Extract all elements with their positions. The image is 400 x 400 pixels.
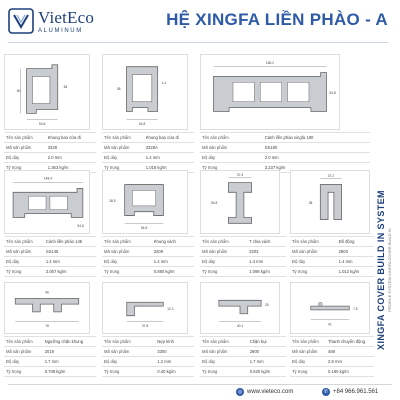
table-row: Tỷ trọng 1.363 kg/m <box>4 163 96 173</box>
profile-3300-svg <box>103 283 187 333</box>
table-row: Tên sản phẩm Ngưỡng chặn khung <box>4 337 96 347</box>
profile-3209-svg <box>103 171 187 233</box>
table-row: Tỷ trọng 0.180 kg/m <box>290 367 374 377</box>
table-row: Độ dày 2.5 mm <box>290 357 374 367</box>
profile-2903-svg <box>291 171 369 233</box>
profile-drawing <box>4 54 90 130</box>
dim-label: 46 <box>45 290 49 295</box>
table-row: Tỷ trọng 3.237 kg/m <box>200 163 370 173</box>
dim-label: 25 <box>265 303 269 308</box>
table-row: Tên sản phẩm Chặn bụi <box>200 337 286 347</box>
dim-label: 78 <box>45 324 49 329</box>
profile-ss180-svg <box>201 55 339 129</box>
profile-drawing <box>200 170 280 234</box>
side-caption-main: XINGFA COVER BUILD IN SYSTEM <box>376 190 386 350</box>
table-row: Tên sản phẩm Đố động <box>290 237 374 247</box>
spec-table <box>200 336 286 377</box>
table-row: Tỷ trọng 0.708 kg/m <box>4 367 96 377</box>
logo-mark-icon <box>8 8 34 34</box>
dim-label: 38 <box>308 200 313 205</box>
table-row: Tỷ trọng 0.880 kg/m <box>102 267 194 277</box>
spec-table <box>290 336 374 377</box>
header-divider <box>8 42 388 43</box>
spec-table <box>200 236 286 277</box>
page-title: HỆ XINGFA LIỀN PHÀO - A <box>166 10 388 29</box>
profile-drawing <box>200 54 340 130</box>
phone-icon: ✆ <box>323 389 329 395</box>
dim-label: 54.8 <box>210 200 218 205</box>
table-row: Mã sản phẩm 459 <box>290 347 374 357</box>
dim-label: 148.4 <box>43 176 53 181</box>
table-row: Mã sản phẩm SS180 <box>200 143 370 153</box>
table-row: Độ dày 1.7 mm <box>200 357 286 367</box>
profile-drawing <box>4 282 90 334</box>
spec-table <box>290 236 374 277</box>
side-caption <box>376 170 398 370</box>
dim-label: 38 <box>63 85 68 90</box>
spec-table <box>102 132 194 173</box>
table-row: Tên sản phẩm T chia vách <box>200 237 286 247</box>
table-row: Độ dày 1.2 mm <box>102 357 194 367</box>
dim-label: 54.8 <box>38 122 46 127</box>
profile-drawing <box>102 282 188 334</box>
dim-label: 38 <box>116 87 121 92</box>
profile-drawing <box>102 54 188 130</box>
table-row: Tỷ trọng 1.018 kg/m <box>102 163 194 173</box>
table-row: Độ dày 1.4 mm <box>290 257 374 267</box>
phone-text: +84 966.961.561 <box>333 389 379 395</box>
dim-label: 7.8 <box>353 306 358 311</box>
dim-label: 54.8 <box>329 90 336 95</box>
side-caption-sub: PROFILE SYSTEM XINGFA COVER BUILD IN <box>387 228 392 312</box>
table-row: Tên sản phẩm Nẹp kính <box>102 337 194 347</box>
table-row: Mã sản phẩm 3209 <box>102 247 194 257</box>
dim-label: 1.4 <box>161 81 167 86</box>
dim-label: 54.8 <box>138 122 146 127</box>
brand-logo <box>8 8 94 34</box>
dim-label: 37.8 <box>141 324 149 329</box>
table-row: Tỷ trọng 0.40 kg/m <box>102 367 194 377</box>
spec-table <box>102 336 194 377</box>
table-row: Tên sản phẩm Cánh liền phào xingfa 180 <box>200 133 370 143</box>
table-row: Mã sản phẩm 2900 <box>200 347 286 357</box>
page-footer <box>0 382 400 400</box>
table-row: Mã sản phẩm 3300 <box>102 347 194 357</box>
table-row: Độ dày 1.4 mm <box>102 153 194 163</box>
table-row: Tỷ trọng 0.520 kg/m <box>200 367 286 377</box>
profile-ss145-svg <box>5 171 89 233</box>
profile-459-svg <box>291 283 369 333</box>
table-row: Độ dày 1.4 mm <box>200 257 286 267</box>
brand-name: VietEco <box>38 7 95 27</box>
table-row: Mã sản phẩm 3203 <box>200 247 286 257</box>
table-row: Độ dày 2.0 mm <box>200 153 370 163</box>
table-row: Độ dày 1.4 mm <box>102 257 194 267</box>
profile-3203-svg <box>201 171 279 233</box>
dim-label: 60 <box>16 89 21 93</box>
profile-drawing <box>4 170 90 234</box>
table-row: Mã sản phẩm 3328A <box>102 143 194 153</box>
dim-label: 38.5 <box>109 199 116 203</box>
spec-table <box>4 336 96 377</box>
dim-label: 12.2 <box>167 306 174 311</box>
table-row: Tên sản phẩm Khung bao cửa đi <box>4 133 96 143</box>
dim-label: 37.2 <box>327 173 335 178</box>
table-row: Mã sản phẩm 2019 <box>4 347 96 357</box>
table-row: Độ dày 1.7 mm <box>4 357 96 367</box>
profile-2900-svg <box>201 283 279 333</box>
website-text: www.vieteco.com <box>247 389 294 395</box>
profile-drawing <box>290 282 370 334</box>
table-row: Mã sản phẩm SS145 <box>4 247 96 257</box>
table-row: Độ dày 1.4 mm <box>4 257 96 267</box>
footer-website[interactable] <box>236 388 293 396</box>
table-row: Tên sản phẩm Cánh liền phào 145 <box>4 237 96 247</box>
table-row: Tỷ trọng 1.098 kg/m <box>200 267 286 277</box>
globe-icon: ◎ <box>237 389 243 395</box>
table-row: Tỷ trọng 1.012 kg/m <box>290 267 374 277</box>
profile-drawing <box>290 170 370 234</box>
table-row: Mã sản phẩm 3328 <box>4 143 96 153</box>
spec-table <box>4 236 96 277</box>
table-row: Tên sản phẩm Khung bao cửa đi <box>102 133 194 143</box>
table-row: Tên sản phẩm Thanh chuyển động <box>290 337 374 347</box>
footer-phone[interactable] <box>322 388 378 396</box>
profile-3328-svg <box>5 55 89 129</box>
dim-label: 54.8 <box>140 226 148 231</box>
table-row: Mã sản phẩm 2903 <box>290 247 374 257</box>
table-row: Tên sản phẩm Khung vách <box>102 237 194 247</box>
dim-label: 180.2 <box>265 60 275 65</box>
profile-drawing <box>200 282 280 334</box>
table-row: Tỷ trọng 2.067 kg/m <box>4 267 96 277</box>
table-row: Độ dày 2.0 mm <box>4 153 96 163</box>
dim-label: 54.8 <box>77 224 84 229</box>
brand-subtitle: ALUMINUM <box>38 27 83 34</box>
profile-drawing <box>102 170 188 234</box>
footer-divider <box>8 384 392 385</box>
spec-table <box>200 132 370 173</box>
dim-label: 41 <box>328 322 332 327</box>
spec-table <box>4 132 96 173</box>
profile-2019-svg <box>5 283 89 333</box>
profile-3328a-svg <box>103 55 187 129</box>
spec-table <box>102 236 194 277</box>
page-header <box>0 0 400 46</box>
dim-label: 40.1 <box>236 324 244 329</box>
dim-label: 37.4 <box>236 172 244 177</box>
